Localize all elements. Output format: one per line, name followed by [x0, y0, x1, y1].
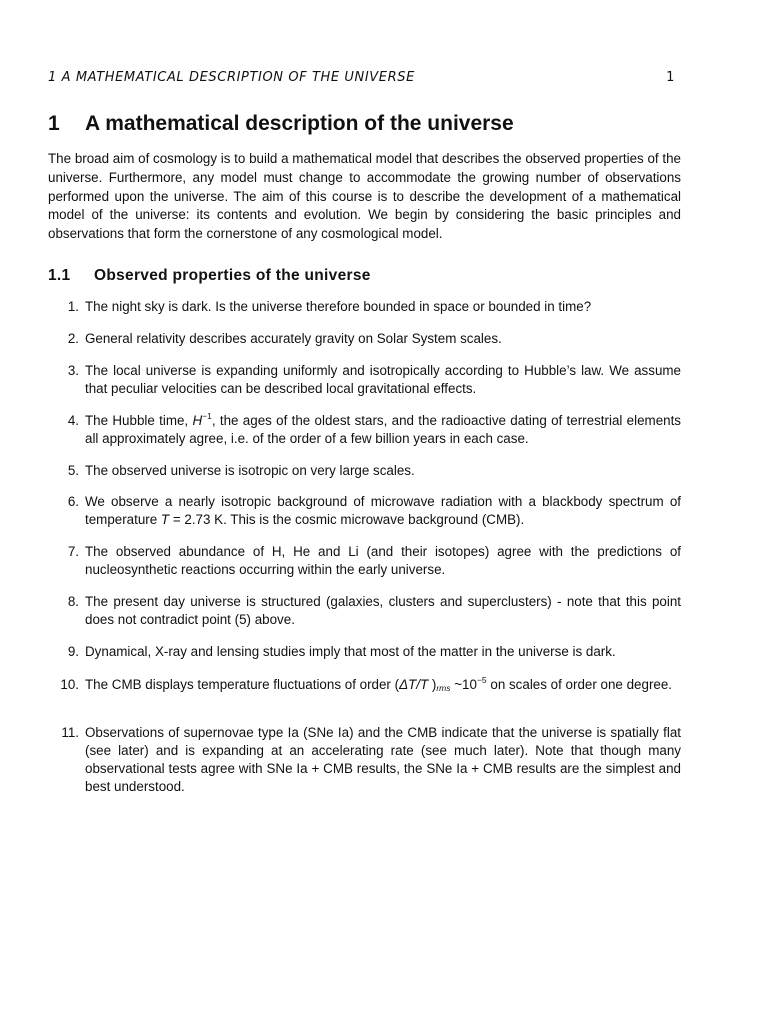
section-number: 1	[48, 112, 60, 135]
superscript: −5	[476, 675, 487, 685]
list-item	[48, 593, 681, 629]
list-item-number: 6.	[67, 494, 79, 509]
list-item-text: We observe a nearly isotropic background of microwave radiation with a blackbody spectrum of temperature T = 2.73 K. This is the cosmic microwave background (CMB).	[85, 494, 681, 527]
list-item-text: Observations of supernovae type Ia (SNe Ia) and the CMB indicate that the universe is spatially flat (see later) and is expanding at an accelerating rate (see much later). Note that though many observational tests agree with SNe Ia + CMB results, the SNe Ia + CMB results are the simplest and best understood.	[85, 725, 681, 794]
list-item-text: The night sky is dark. Is the universe therefore bounded in space or bounded in time?	[85, 299, 592, 314]
delta-t-symbol: ΔT/T	[399, 677, 432, 692]
section-title-text: A mathematical description of the universe	[85, 112, 514, 135]
list-item-number: 3.	[67, 363, 79, 378]
list-item-number: 1.	[67, 299, 79, 314]
subscript-rms: rms	[436, 683, 451, 693]
list-item-number: 5.	[67, 463, 79, 478]
list-item	[48, 362, 681, 398]
running-header	[48, 70, 675, 90]
list-item-text: General relativity describes accurately gravity on Solar System scales.	[85, 331, 502, 346]
list-item-text: The local universe is expanding uniformly and isotropically according to Hubble’s law. We assume that peculiar velocities can be described local gravitational effects.	[85, 363, 681, 396]
list-item	[48, 462, 681, 480]
list-item-number: 11.	[61, 725, 79, 740]
section-title	[48, 112, 514, 136]
list-item	[48, 330, 681, 348]
list-item-text: The present day universe is structured (galaxies, clusters and superclusters) - note that this point does not contradict point (5) above.	[85, 594, 681, 627]
list-item-number: 9.	[67, 644, 79, 659]
hubble-symbol: H	[192, 413, 203, 428]
list-item	[48, 724, 681, 796]
temperature-symbol: T	[160, 512, 170, 527]
list-item	[48, 298, 681, 316]
list-item-number: 4.	[67, 413, 79, 428]
list-item-number: 2.	[67, 331, 79, 346]
list-item-number: 7.	[67, 544, 79, 559]
subsection-number: 1.1	[48, 267, 71, 284]
list-item	[48, 643, 681, 661]
list-item-text: The observed abundance of H, He and Li (and their isotopes) agree with the predictions of nucleosynthetic reactions occurring within the early universe.	[85, 544, 681, 577]
intro-paragraph: The broad aim of cosmology is to build a mathematical model that describes the observed properties of the universe. Furthermore, any model must change to accommodate the growing number of observations performed upon the universe. The aim of this course is to describe the development of a mathematical model of the universe: its contents and evolution. We begin by considering the basic principles and observations that form the cornerstone of any cosmological model.	[48, 151, 681, 242]
list-item-text: The observed universe is isotropic on very large scales.	[85, 463, 415, 478]
superscript: −1	[202, 411, 212, 421]
list-item	[48, 412, 681, 448]
running-header-title: 1 A MATHEMATICAL DESCRIPTION OF THE UNIVERSE	[48, 70, 415, 85]
list-item-text: Dynamical, X-ray and lensing studies imply that most of the matter in the universe is dark.	[85, 644, 616, 659]
list-item-text: The CMB displays temperature fluctuations of order (ΔT/T )$_{rms}$ $\sim 10^{-5}$ on scales of order one degree.	[85, 675, 673, 693]
list-item-number: 10.	[60, 677, 79, 692]
list-item	[48, 543, 681, 579]
list-item	[48, 493, 681, 529]
list-item-number: 8.	[67, 594, 79, 609]
subsection-title-text: Observed properties of the universe	[94, 267, 371, 284]
page-number: 1	[666, 70, 675, 85]
subsection-title	[48, 267, 371, 285]
list-item	[48, 676, 681, 694]
list-item-text: The Hubble time, $H^{-1}$, the ages of the oldest stars, and the radioactive dating of terrestrial elements all approximately agree, i.e. of the order of a few billion years in each case.	[85, 411, 682, 446]
